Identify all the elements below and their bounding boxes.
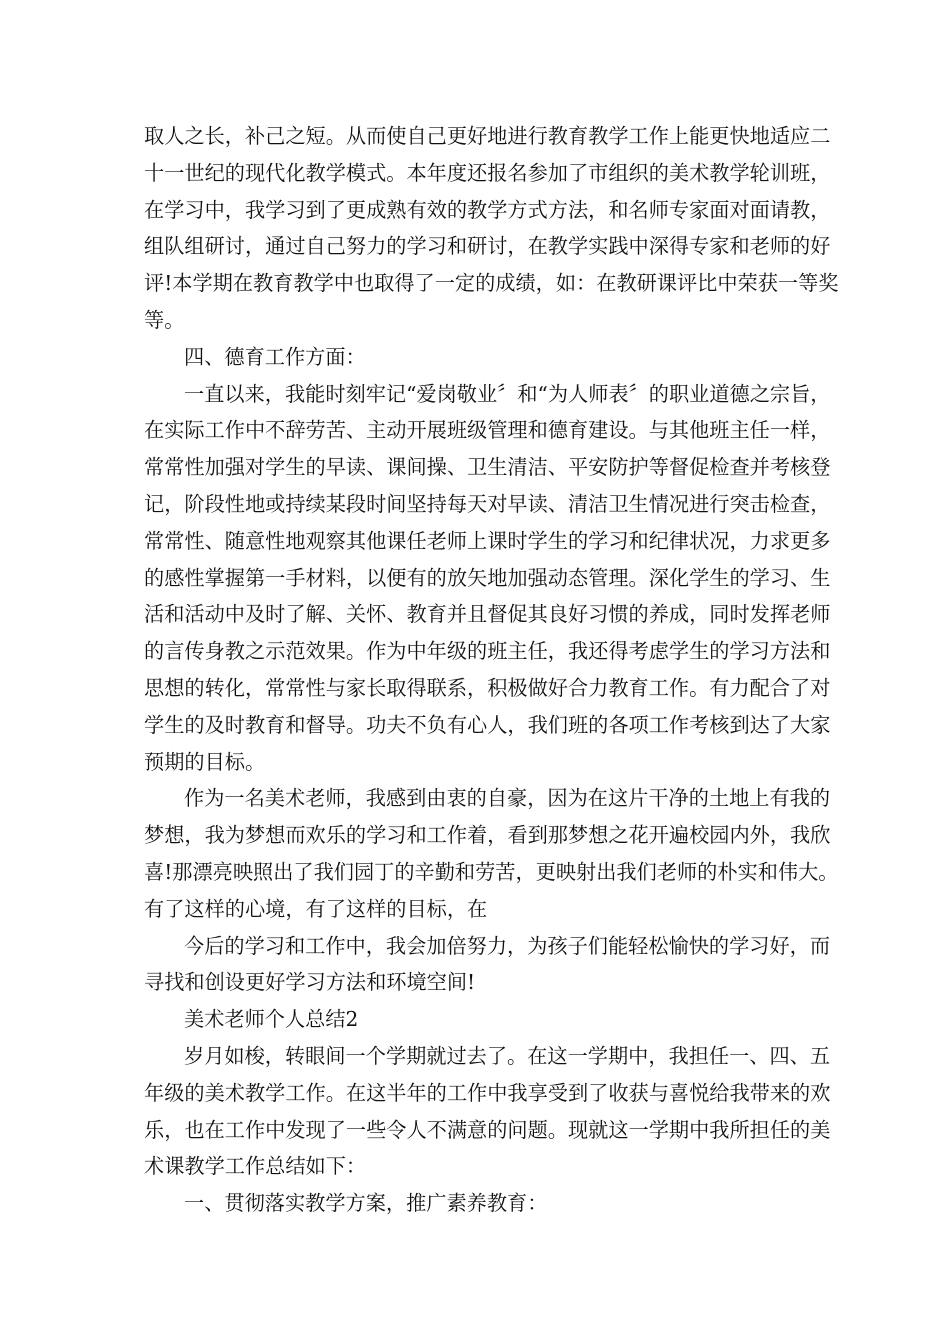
- text-line: 作为一名美术老师，我感到由衷的自豪，因为在这片干净的土地上有我的: [184, 786, 831, 811]
- text-line: 预期的目标。: [144, 749, 266, 774]
- text-line: 常常性、随意性地观察其他课任老师上课时学生的学习和纪律状况，力求更多: [144, 528, 831, 553]
- text-line: 美术老师个人总结2: [184, 1007, 359, 1032]
- text-line: 在学习中，我学习到了更成熟有效的教学方式方法，和名师专家面对面请教，: [144, 197, 831, 222]
- text-line: 有了这样的心境，有了这样的目标，在: [144, 896, 488, 921]
- text-line: 梦想，我为梦想而欢乐的学习和工作着，看到那梦想之花开遍校园内外，我欣: [144, 823, 831, 848]
- text-line: 十一世纪的现代化教学模式。本年度还报名参加了市组织的美术教学轮训班，: [144, 160, 831, 185]
- text-line: 今后的学习和工作中，我会加倍努力，为孩子们能轻松愉快的学习好，而: [184, 933, 831, 958]
- text-line: 乐，也在工作中发现了一些令人不满意的问题。现就这一学期中我所担任的美: [144, 1117, 831, 1142]
- text-line: 活和活动中及时了解、关怀、教育并且督促其良好习惯的养成，同时发挥老师: [144, 602, 831, 627]
- text-line: 喜!那漂亮映照出了我们园丁的辛勤和劳苦，更映射出我们老师的朴实和伟大。: [144, 859, 839, 884]
- text-line: 在实际工作中不辞劳苦、主动开展班级管理和德育建设。与其他班主任一样，: [144, 418, 831, 443]
- text-line: 的言传身教之示范效果。作为中年级的班主任，我还得考虑学生的学习方法和: [144, 639, 831, 664]
- text-line: 等。: [144, 307, 185, 332]
- text-line: 一、贯彻落实教学方案，推广素养教育：: [184, 1191, 548, 1216]
- text-line: 学生的及时教育和督导。功夫不负有心人，我们班的各项工作考核到达了大家: [144, 712, 831, 737]
- text-line: 记，阶段性地或持续某段时间坚持每天对早读、清洁卫生情况进行突击检查，: [144, 491, 831, 516]
- text-line: 一直以来，我能时刻牢记“爱岗敬业〞和“为人师表〞的职业道德之宗旨，: [184, 381, 831, 406]
- text-line: 术课教学工作总结如下：: [144, 1154, 367, 1179]
- document-body: [144, 118, 839, 1222]
- text-line: 评!本学期在教育教学中也取得了一定的成绩，如：在教研课评比中荣获一等奖: [144, 271, 839, 296]
- text-line: 组队组研讨，通过自己努力的学习和研讨，在教学实践中深得专家和老师的好: [144, 234, 831, 259]
- text-line: 四、德育工作方面：: [184, 344, 366, 369]
- text-line: 岁月如梭，转眼间一个学期就过去了。在这一学期中，我担任一、四、五: [184, 1043, 831, 1068]
- text-line: 取人之长，补己之短。从而使自己更好地进行教育教学工作上能更快地适应二: [144, 124, 831, 148]
- text-line: 常常性加强对学生的早读、课间操、卫生清洁、平安防护等督促检查并考核登: [144, 455, 831, 480]
- text-line: 思想的转化，常常性与家长取得联系，积极做好合力教育工作。有力配合了对: [144, 675, 831, 700]
- text-line: 寻找和创设更好学习方法和环境空间!: [144, 970, 476, 995]
- text-line: 的感性掌握第一手材料，以便有的放矢地加强动态管理。深化学生的学习、生: [144, 565, 831, 590]
- text-line: 年级的美术教学工作。在这半年的工作中我享受到了收获与喜悦给我带来的欢: [144, 1080, 831, 1105]
